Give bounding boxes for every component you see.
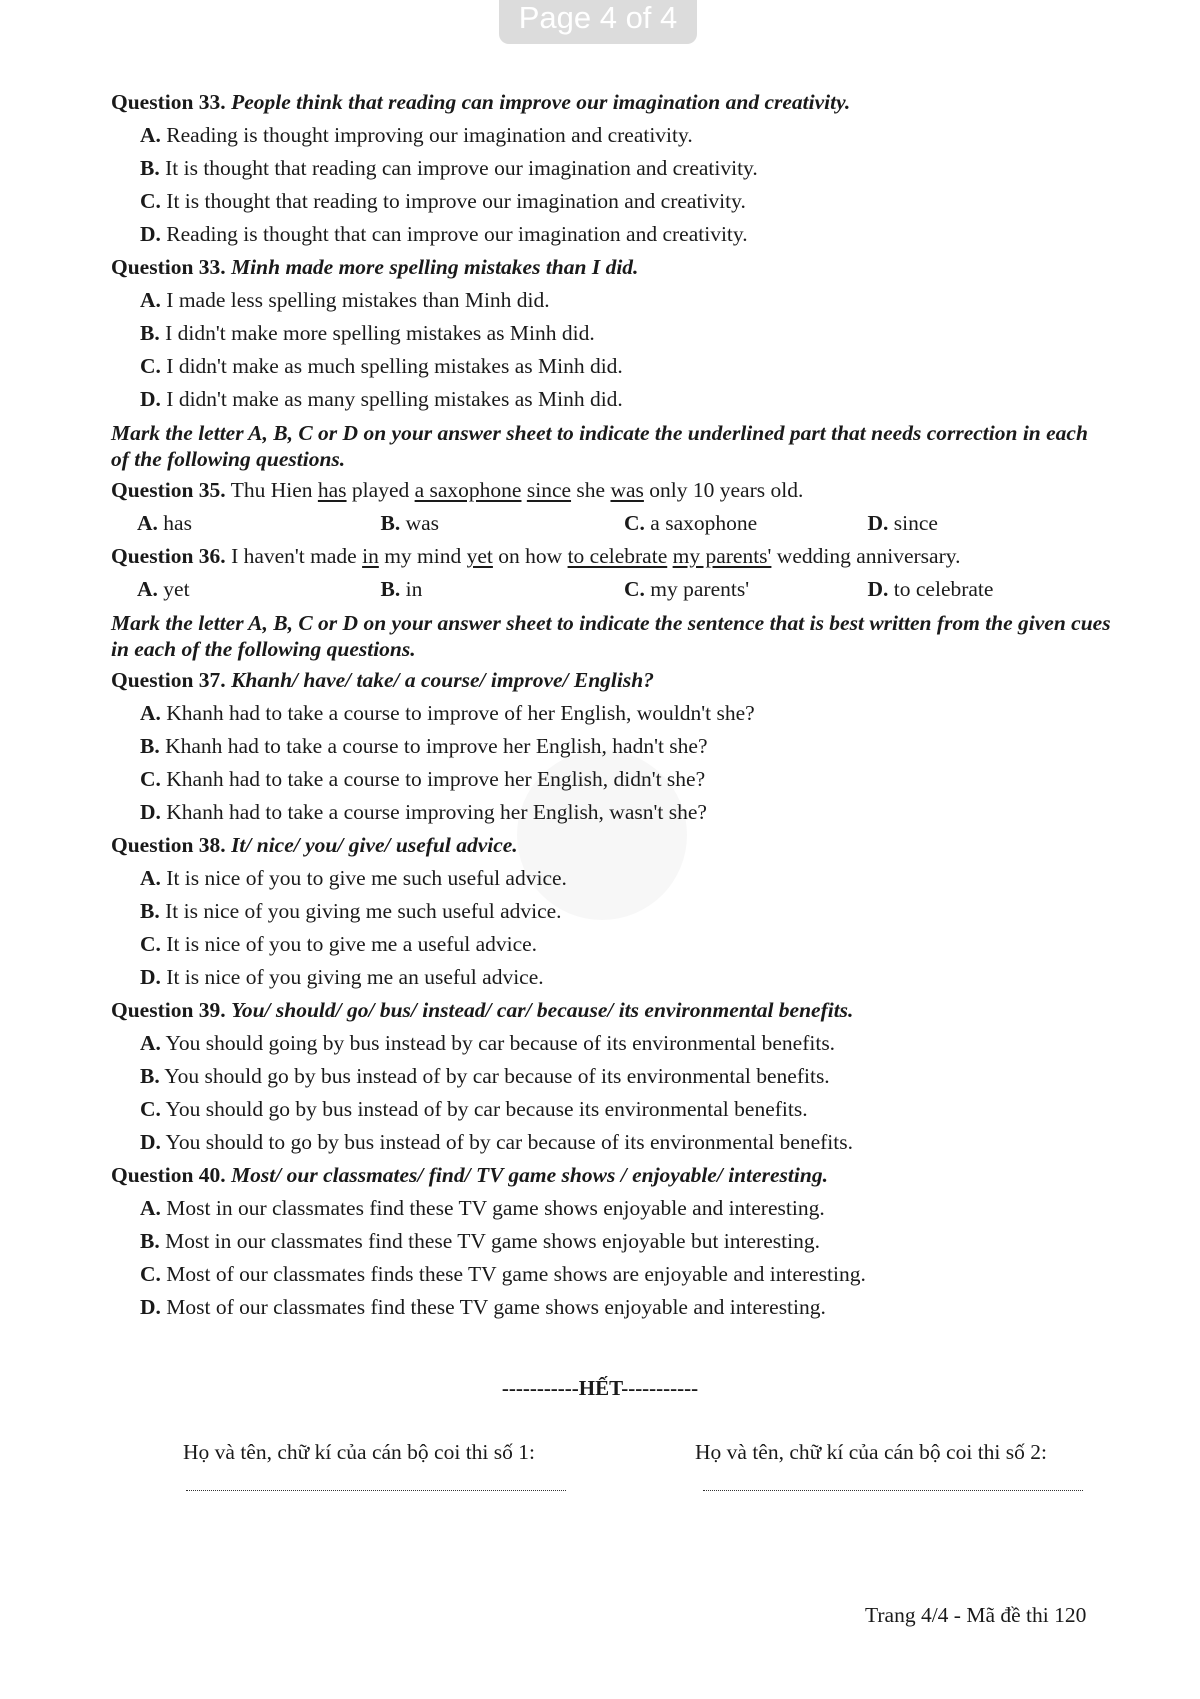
- option: [111, 350, 1111, 383]
- proctor-2-signature-label: Họ và tên, chữ kí của cán bộ coi thi số 2:: [695, 1440, 1047, 1464]
- section-instruction: Mark the letter A, B, C or D on your answer sheet to indicate the underlined part that needs correction in each of the following questions.: [111, 421, 1088, 471]
- question-prompt: Most/ our classmates/ find/ TV game shows / enjoyable/ interesting.: [231, 1163, 828, 1187]
- option-letter: A.: [140, 866, 161, 890]
- underlined-part: yet: [466, 544, 493, 568]
- option: [111, 218, 1111, 251]
- option-text: I didn't make as much spelling mistakes as Minh did.: [166, 354, 623, 378]
- sentence-text: on how: [492, 544, 568, 568]
- option-letter: A.: [140, 288, 161, 312]
- option-letter: D.: [867, 577, 889, 601]
- option-text: Most in our classmates find these TV game shows enjoyable but interesting.: [165, 1229, 820, 1253]
- question-33b: [111, 251, 1111, 284]
- option-letter: D.: [140, 965, 161, 989]
- option-text: I didn't make more spelling mistakes as Minh did.: [165, 321, 595, 345]
- option: [111, 730, 1111, 763]
- option-text: a saxophone: [650, 511, 758, 535]
- question-label: Question 36.: [111, 544, 226, 568]
- question-35: [111, 474, 1111, 507]
- option-text: Reading is thought improving our imagination and creativity.: [166, 123, 693, 147]
- option-text: Reading is thought that can improve our imagination and creativity.: [166, 222, 748, 246]
- underlined-part: has: [317, 478, 347, 502]
- option-letter: D.: [140, 1295, 161, 1319]
- sentence-text: wedding anniversary.: [771, 544, 961, 568]
- option-letter: B.: [380, 577, 401, 601]
- option-letter: D.: [140, 387, 161, 411]
- option-letter: B.: [140, 734, 160, 758]
- option-letter: D.: [867, 511, 889, 535]
- option-text: Khanh had to take a course to improve her English, hadn't she?: [165, 734, 708, 758]
- sentence-text: I haven't made: [231, 544, 363, 568]
- page-indicator-badge: Page 4 of 4: [499, 0, 697, 44]
- underlined-part: was: [610, 478, 644, 502]
- option-text: You should going by bus instead by car because of its environmental benefits.: [165, 1031, 836, 1055]
- option: [111, 119, 1111, 152]
- question-prompt: You/ should/ go/ bus/ instead/ car/ because/ its environmental benefits.: [231, 998, 854, 1022]
- option-text: my parents': [650, 577, 750, 601]
- question-prompt: Minh made more spelling mistakes than I did.: [231, 255, 639, 279]
- option-text: It is nice of you to give me a useful advice.: [166, 932, 538, 956]
- page-footer: Trang 4/4 - Mã đề thi 120: [865, 1603, 1087, 1627]
- option-letter: A.: [140, 123, 161, 147]
- question-label: Question 40.: [111, 1163, 226, 1187]
- option: [111, 1060, 1111, 1093]
- option-text: It is thought that reading can improve our imagination and creativity.: [165, 156, 758, 180]
- option-text: It is nice of you giving me such useful advice.: [165, 899, 562, 923]
- option-text: Khanh had to take a course to improve of her English, wouldn't she?: [166, 701, 755, 725]
- sentence-text: my mind: [378, 544, 467, 568]
- option-letter: C.: [624, 577, 645, 601]
- option-text: You should go by bus instead of by car because of its environmental benefits.: [164, 1064, 830, 1088]
- option-letter: D.: [140, 222, 161, 246]
- proctor-2-signature-line: [703, 1490, 1083, 1491]
- option: [111, 1192, 1111, 1225]
- option-letter: A.: [140, 701, 161, 725]
- option: [624, 573, 868, 606]
- option: [111, 284, 1111, 317]
- option-letter: C.: [140, 932, 161, 956]
- option: [624, 507, 868, 540]
- option-letter: B.: [140, 321, 160, 345]
- option-text: It is nice of you to give me such useful advice.: [166, 866, 567, 890]
- question-label: Question 38.: [111, 833, 226, 857]
- option: [111, 317, 1111, 350]
- option-text: It is thought that reading to improve our imagination and creativity.: [166, 189, 746, 213]
- option-letter: C.: [140, 189, 161, 213]
- option-letter: A.: [140, 1031, 161, 1055]
- option-letter: C.: [140, 354, 161, 378]
- underlined-part: a saxophone: [414, 478, 522, 502]
- option-text: Most in our classmates find these TV game shows enjoyable and interesting.: [166, 1196, 825, 1220]
- option-letter: D.: [140, 1130, 161, 1154]
- option: [111, 383, 1111, 416]
- option-text: in: [405, 577, 423, 601]
- option-letter: C.: [140, 767, 161, 791]
- question-prompt: People think that reading can improve our imagination and creativity.: [231, 90, 851, 114]
- option: [868, 507, 1112, 540]
- sentence-text: played: [346, 478, 415, 502]
- option: [111, 1258, 1111, 1291]
- question-prompt: It/ nice/ you/ give/ useful advice.: [231, 833, 518, 857]
- option-letter: B.: [380, 511, 401, 535]
- option: [111, 1126, 1111, 1159]
- question-37: [111, 664, 1111, 697]
- option: [111, 928, 1111, 961]
- sentence-text: only 10 years old.: [643, 478, 804, 502]
- sentence-text: Thu Hien: [230, 478, 318, 502]
- option-letter: B.: [140, 156, 160, 180]
- question-label: Question 33.: [111, 90, 226, 114]
- question-prompt: Khanh/ have/ take/ a course/ improve/ English?: [231, 668, 654, 692]
- question-40: [111, 1159, 1111, 1192]
- exam-content: [111, 86, 1111, 1324]
- option-text: You should to go by bus instead of by car because of its environmental benefits.: [165, 1130, 853, 1154]
- underlined-part: in: [362, 544, 379, 568]
- option-text: I made less spelling mistakes than Minh did.: [166, 288, 550, 312]
- option: [111, 862, 1111, 895]
- option-text: to celebrate: [893, 577, 994, 601]
- options-row: [111, 507, 1111, 540]
- option: [111, 1225, 1111, 1258]
- proctor-1-signature-label: Họ và tên, chữ kí của cán bộ coi thi số 1:: [183, 1440, 535, 1464]
- question-label: Question 39.: [111, 998, 226, 1022]
- end-of-exam-mark: -----------HẾT-----------: [501, 1376, 699, 1400]
- option: [111, 895, 1111, 928]
- question-38: [111, 829, 1111, 862]
- option-letter: A.: [140, 1196, 161, 1220]
- option: [381, 507, 625, 540]
- option: [111, 1093, 1111, 1126]
- option: [111, 1027, 1111, 1060]
- proctor-1-signature-line: [186, 1490, 566, 1491]
- option-letter: A.: [137, 511, 158, 535]
- option-text: Khanh had to take a course improving her English, wasn't she?: [166, 800, 707, 824]
- option-text: Khanh had to take a course to improve her English, didn't she?: [166, 767, 706, 791]
- option-letter: C.: [624, 511, 645, 535]
- option-text: You should go by bus instead of by car because its environmental benefits.: [165, 1097, 808, 1121]
- option: [111, 961, 1111, 994]
- option-text: yet: [163, 577, 190, 601]
- underlined-part: my parents': [672, 544, 772, 568]
- question-36: [111, 540, 1111, 573]
- option-letter: C.: [140, 1097, 161, 1121]
- option: [868, 573, 1112, 606]
- underlined-part: since: [526, 478, 572, 502]
- question-label: Question 33.: [111, 255, 226, 279]
- option-text: since: [893, 511, 938, 535]
- option-letter: A.: [137, 577, 158, 601]
- underlined-part: to celebrate: [567, 544, 668, 568]
- option: [111, 796, 1111, 829]
- option-letter: B.: [140, 899, 160, 923]
- option-letter: D.: [140, 800, 161, 824]
- option-text: has: [163, 511, 192, 535]
- option: [111, 152, 1111, 185]
- option-letter: B.: [140, 1229, 160, 1253]
- option-text: Most of our classmates find these TV game shows enjoyable and interesting.: [166, 1295, 826, 1319]
- options-row: [111, 573, 1111, 606]
- question-39: [111, 994, 1111, 1027]
- option-letter: B.: [140, 1064, 160, 1088]
- option-text: It is nice of you giving me an useful advice.: [166, 965, 544, 989]
- option: [137, 507, 381, 540]
- option: [137, 573, 381, 606]
- option: [111, 185, 1111, 218]
- section-instruction: Mark the letter A, B, C or D on your answer sheet to indicate the sentence that is best written from the given cues in each of the following questions.: [111, 611, 1111, 661]
- option-letter: C.: [140, 1262, 161, 1286]
- option-text: was: [405, 511, 440, 535]
- question-label: Question 37.: [111, 668, 226, 692]
- question-33a: [111, 86, 1111, 119]
- sentence-text: she: [571, 478, 611, 502]
- option: [111, 697, 1111, 730]
- option: [111, 763, 1111, 796]
- option-text: Most of our classmates finds these TV game shows are enjoyable and interesting.: [166, 1262, 866, 1286]
- option: [111, 1291, 1111, 1324]
- question-label: Question 35.: [111, 478, 226, 502]
- option: [381, 573, 625, 606]
- option-text: I didn't make as many spelling mistakes as Minh did.: [166, 387, 623, 411]
